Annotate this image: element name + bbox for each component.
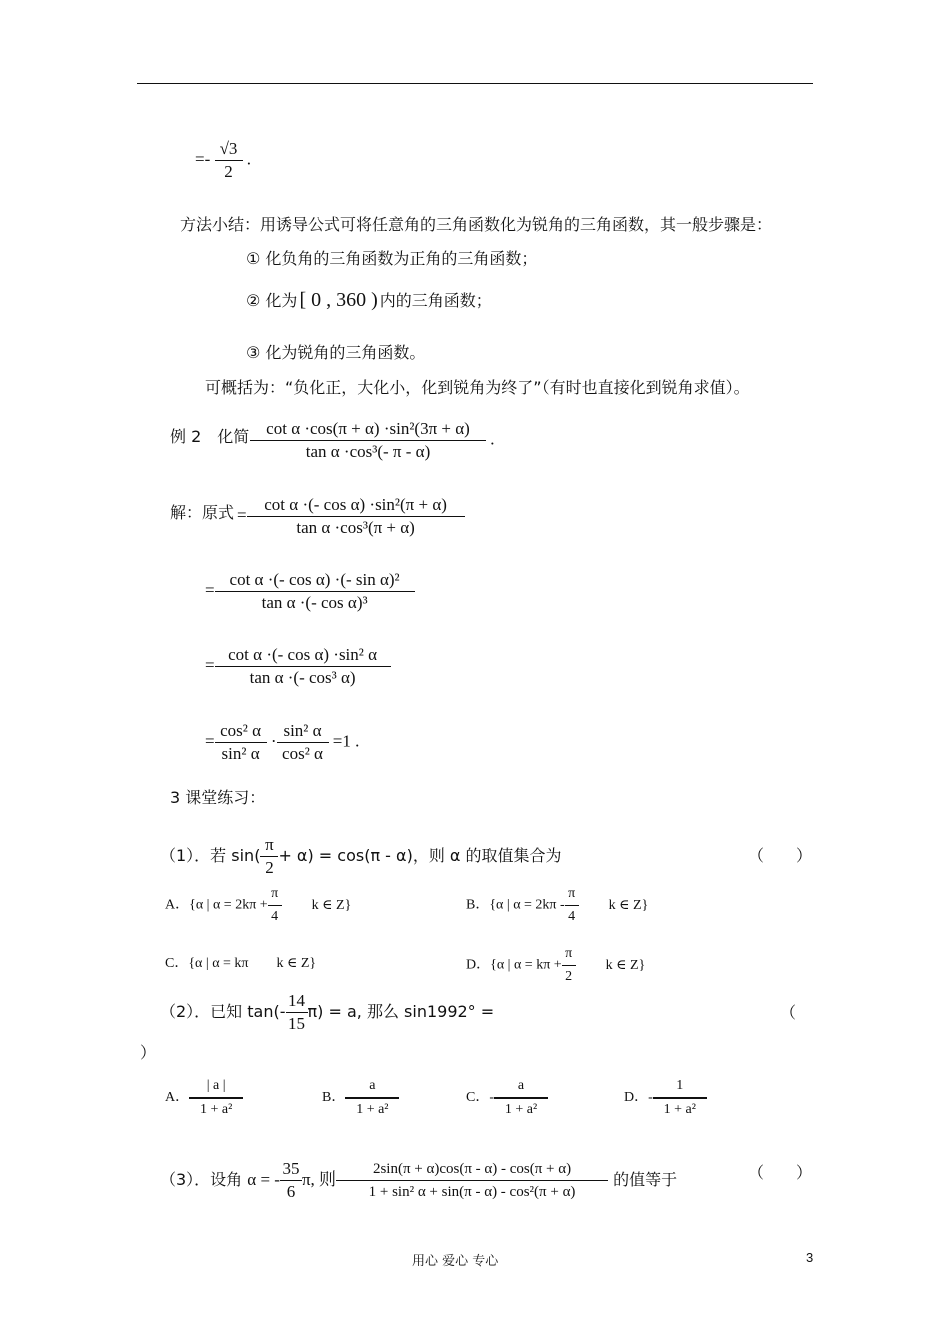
q2-option-c: C．- $\frac{a}{\text{1 + a²}}$	[466, 1075, 548, 1121]
solution-step-2: = $\frac{\text{cot α ·(- cos α) ·(- sin α)²}}{\text{tan α ·(- cos α)³}}$	[205, 569, 415, 614]
header-rule	[137, 83, 813, 84]
summary-step-2: ② 化为 [ 0 , 360 ) 内的三角函数；	[246, 289, 492, 311]
footer-motto: 用心 爱心 专心	[412, 1254, 499, 1269]
q1-option-b: B．{α | α = 2kπ - $\frac{\pi}{4}$ k ∈ Z}	[466, 883, 648, 928]
question-1-answer-blank: （ ）	[748, 846, 813, 865]
question-2-answer-close: ）	[140, 1043, 157, 1062]
question-1: （1）．若 sin( $\frac{\pi}{2}$ + α) = cos(π - α)，则 α 的取值集合为	[160, 835, 562, 877]
summary-step-3: ③ 化为锐角的三角函数。	[246, 343, 426, 362]
solution-step-1: = $\frac{\text{cot α ·(- cos α) ·sin²(π + α)}}{\text{tan α ·cos³(π + α)}}$	[237, 494, 465, 539]
practice-heading: 3 课堂练习：	[170, 788, 266, 807]
q2-option-b: B． $\frac{a}{\text{1 + a²}}$	[322, 1075, 399, 1121]
solution-step-3: = $\frac{\text{cot α ·(- cos α) ·sin² α}}{\text{tan α ·(- cos³ α)}}$	[205, 644, 391, 689]
q1-option-a: A．{α | α = 2kπ + $\frac{\pi}{4}$ k ∈ Z}	[165, 883, 351, 928]
q1-option-c: C．{α | α = kπ k ∈ Z}	[165, 956, 317, 971]
summary-step-1: ① 化负角的三角函数为正角的三角函数；	[246, 249, 538, 268]
question-3-answer-blank: （ ）	[748, 1163, 813, 1182]
solution-label: 解：原式	[170, 503, 235, 522]
question-3: （3）．设角 α = - $\frac{35}{6}$ π, 则 $\frac{2\sin(\pi + \alpha)\cos(\pi - \alpha) - \cos(\pi + \alpha)}{\text{1 + sin² α + sin(π - α) - cos²(π + α)}}$ 的值等于	[160, 1159, 678, 1201]
example-2-label: 例 2 化简	[170, 427, 250, 446]
result-line: =- $\frac{√3}{2}$ .	[195, 139, 251, 181]
solution-step-4: = $\frac{\text{cos² α}}{\text{sin² α}}$ · $\frac{\text{sin² α}}{\text{cos² α}}$ =1 .	[205, 721, 360, 763]
question-2: （2）．已知 tan(- $\frac{14}{15}$ π) = a, 那么 sin1992° =	[160, 991, 495, 1033]
page-number: 3	[806, 1250, 814, 1265]
q1-option-d: D．{α | α = kπ + $\frac{\pi}{2}$ k ∈ Z}	[466, 943, 645, 988]
question-2-answer-open: （	[780, 1003, 797, 1022]
q2-option-a: A． $\frac{| a |}{\text{1 + a²}}$	[165, 1075, 243, 1121]
summary-motto: 可概括为：“负化正，大化小，化到锐角为终了”（有时也直接化到锐角求值）。	[205, 378, 750, 397]
summary-title: 方法小结：用诱导公式可将任意角的三角函数化为锐角的三角函数，其一般步骤是：	[180, 215, 773, 234]
q2-option-d: D．- $\frac{1}{\text{1 + a²}}$	[624, 1075, 707, 1121]
example-2-expression: $\frac{\text{cot α ·cos(π + α) ·sin²(3π + α)}}{\text{tan α ·cos³(- π - α)}}$ .	[250, 418, 495, 463]
